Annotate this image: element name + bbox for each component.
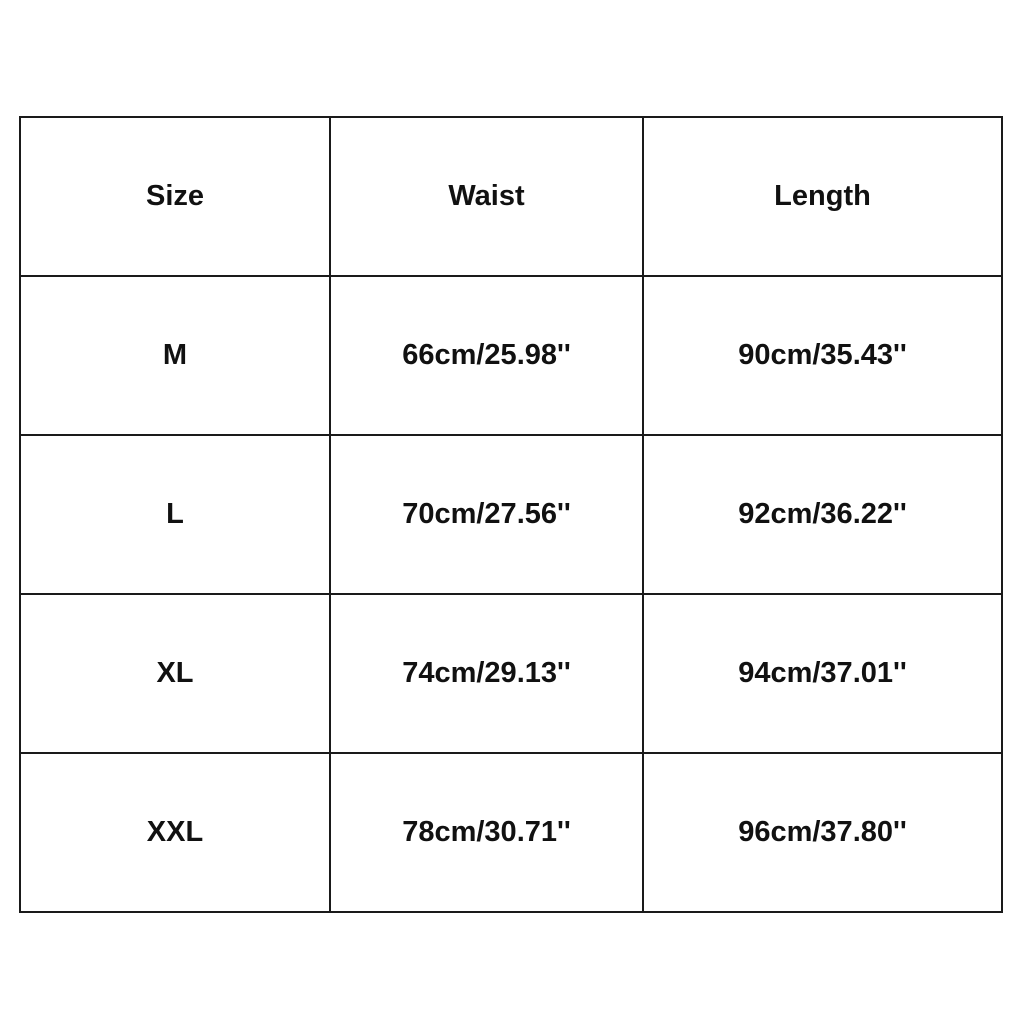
- table-row: [20, 753, 1002, 912]
- cell-length: 96cm/37.80'': [643, 753, 1002, 912]
- header-length: Length: [643, 117, 1002, 276]
- header-waist: Waist: [330, 117, 643, 276]
- cell-waist: 70cm/27.56'': [330, 435, 643, 594]
- cell-size: L: [20, 435, 330, 594]
- cell-waist: 66cm/25.98'': [330, 276, 643, 435]
- table-row: [20, 276, 1002, 435]
- cell-size: XL: [20, 594, 330, 753]
- cell-waist: 78cm/30.71'': [330, 753, 643, 912]
- cell-size: M: [20, 276, 330, 435]
- cell-length: 94cm/37.01'': [643, 594, 1002, 753]
- cell-size: XXL: [20, 753, 330, 912]
- size-chart-table: [19, 116, 1003, 913]
- table-header-row: [20, 117, 1002, 276]
- cell-length: 90cm/35.43'': [643, 276, 1002, 435]
- cell-length: 92cm/36.22'': [643, 435, 1002, 594]
- table-row: [20, 435, 1002, 594]
- header-size: Size: [20, 117, 330, 276]
- table-row: [20, 594, 1002, 753]
- cell-waist: 74cm/29.13'': [330, 594, 643, 753]
